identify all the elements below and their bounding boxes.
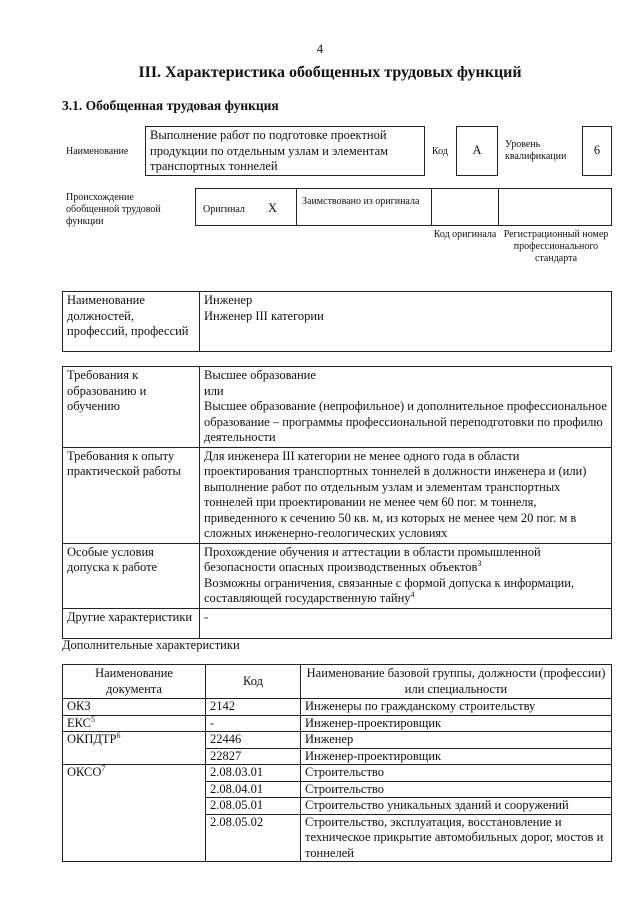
- doc-cell: ОКСО$^7$: [63, 765, 206, 862]
- name-cell: Инженер-проектировщик: [301, 748, 612, 765]
- admission-line: Прохождение обучения и аттестации в области промышленной безопасности опасных производственных объектов$^3$: [204, 544, 541, 574]
- education-line: Высшее образование (непрофильное) и дополнительное профессиональное образование – программы профессиональной переподготовки по профилю деятельности: [204, 399, 607, 444]
- code-cell: 2.08.04.01: [206, 781, 301, 798]
- experience-value: [200, 447, 612, 543]
- col-header-code: Код: [206, 665, 301, 699]
- additional-title: Дополнительные характеристики: [62, 638, 240, 652]
- code-original-caption: Код оригинала: [433, 229, 497, 240]
- col-header-name: Наименование базовой группы, должности (профессии) или специальности: [301, 665, 612, 699]
- function-name: Выполнение работ по подготовке проектной продукции по отдельным узлам и элементам транспортных тоннелей: [150, 128, 389, 173]
- table-row: [63, 732, 612, 749]
- education-line: или: [204, 383, 224, 398]
- code-cell: 22446: [206, 732, 301, 749]
- origin-divider: [498, 189, 499, 225]
- experience-line: Для инженера III категории не менее одного года в области проектирования транспортных тоннелей в должности инженера и (или) выполнение работ по отдельным узлам и элементам транспортных тоннелей при проектировании не менее чем 60 пог. м тоннеля, приведенного к сечению 50 кв. м, из которых не менее чем 20 пог. м в сложных инженерно-геологических условиях: [204, 448, 587, 540]
- table-row: [63, 699, 612, 716]
- positions-table: [62, 291, 612, 352]
- level-label: Уровень квалификации: [505, 139, 567, 162]
- admission-label: Особые условия допуска к работе: [63, 543, 200, 608]
- doc-cell: ОКПДТР$^6$: [63, 732, 206, 765]
- original-mark: X: [268, 201, 278, 215]
- subsection-title: 3.1. Обобщенная трудовая функция: [62, 98, 279, 113]
- code-cell: -: [206, 715, 301, 732]
- name-cell: Строительство уникальных зданий и сооружений: [301, 798, 612, 815]
- doc-cell: ОКЗ: [63, 699, 206, 716]
- footnote-ref: 3: [477, 558, 482, 568]
- name-cell: Инженер: [301, 732, 612, 749]
- table-row: [63, 715, 612, 732]
- other-label: Другие характеристики: [63, 608, 200, 638]
- col-header-document: Наименование документа: [63, 665, 206, 699]
- name-cell: Строительство, эксплуатация, восстановление и техническое прикрытие автомобильных дорог, мостов и тоннелей: [301, 814, 612, 862]
- name-label: Наименование: [66, 146, 129, 157]
- code-cell: 2.08.03.01: [206, 765, 301, 782]
- footnote-ref: 7: [101, 763, 106, 773]
- code-label: Код: [432, 146, 448, 157]
- additional-table: [62, 664, 612, 862]
- education-line: Высшее образование: [204, 368, 316, 382]
- code-cell: 2142: [206, 699, 301, 716]
- level-value: 6: [593, 143, 601, 157]
- footnote-ref: 6: [116, 730, 121, 740]
- original-label: Оригинал: [203, 204, 245, 215]
- footnote-ref: 5: [91, 714, 95, 724]
- admission-values: [200, 543, 612, 608]
- origin-box: [195, 188, 612, 226]
- other-value: -: [200, 608, 612, 638]
- admission-line: Возможны ограничения, связанные с формой допуска к информации, составляющей государственную тайну$^4$: [204, 575, 575, 605]
- name-cell: Строительство: [301, 765, 612, 782]
- borrowed-label: Заимствовано из оригинала: [302, 196, 420, 207]
- section-title: III. Характеристика обобщенных трудовых функций: [138, 64, 522, 81]
- name-cell: Строительство: [301, 781, 612, 798]
- code-value: А: [472, 143, 482, 157]
- origin-divider: [296, 189, 297, 225]
- origin-divider: [431, 189, 432, 225]
- position-item: Инженер III категории: [204, 308, 324, 323]
- page-number: 4: [316, 42, 324, 56]
- reg-number-caption: Регистрационный номер профессионального стандарта: [503, 229, 609, 264]
- name-cell: Инженеры по гражданскому строительству: [301, 699, 612, 716]
- code-cell: 2.08.05.01: [206, 798, 301, 815]
- education-label: Требования к образованию и обучению: [63, 367, 200, 448]
- requirements-table: [62, 366, 612, 639]
- function-name-box: [145, 126, 425, 176]
- level-box: [582, 126, 612, 176]
- experience-label: Требования к опыту практической работы: [63, 447, 200, 543]
- positions-values: [200, 292, 612, 352]
- footnote-ref: 4: [410, 589, 415, 599]
- table-row: [63, 765, 612, 782]
- position-item: Инженер: [204, 293, 253, 307]
- positions-label: Наименование должностей, профессий, профессий: [63, 292, 200, 352]
- origin-label: Происхождение обобщенной трудовой функции: [66, 192, 161, 227]
- code-cell: 22827: [206, 748, 301, 765]
- name-cell: Инженер-проектировщик: [301, 715, 612, 732]
- education-values: [200, 367, 612, 448]
- doc-cell: ЕКС$^5$: [63, 715, 206, 732]
- code-box: [456, 126, 498, 176]
- code-cell: 2.08.05.02: [206, 814, 301, 862]
